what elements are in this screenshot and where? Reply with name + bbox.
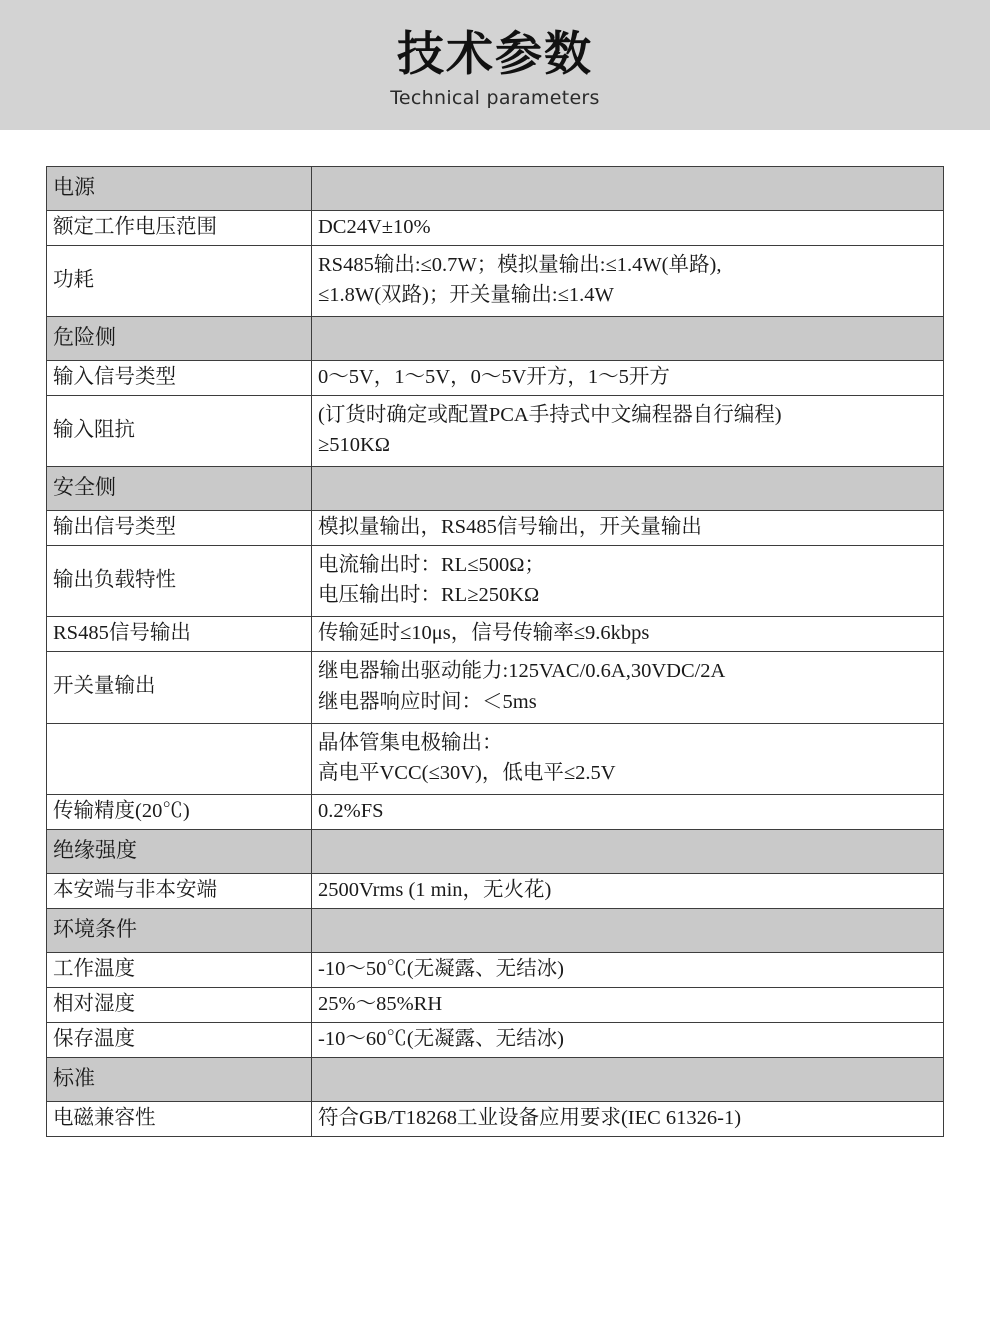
spec-row-value	[312, 652, 944, 723]
spec-value-line: 继电器响应时间：＜5ms	[318, 690, 537, 713]
spec-row-value	[312, 246, 944, 317]
spec-value-line: ≤1.8W(双路)；开关量输出:≤1.4W	[318, 284, 614, 307]
spec-row-value	[312, 908, 944, 952]
spec-value-line: 模拟量输出，RS485信号输出，开关量输出	[318, 516, 702, 539]
spec-row-label	[47, 723, 312, 794]
spec-row-value	[312, 167, 944, 211]
spec-data-row	[47, 1022, 944, 1057]
spec-row-value	[312, 873, 944, 908]
spec-row-label: 额定工作电压范围	[47, 211, 312, 246]
spec-table-wrapper	[0, 130, 990, 1137]
spec-row-value	[312, 467, 944, 511]
spec-value-line: 25%～85%RH	[318, 992, 443, 1015]
spec-data-row	[47, 652, 944, 723]
spec-row-label: RS485信号输出	[47, 617, 312, 652]
spec-row-value	[312, 546, 944, 617]
spec-row-label: 本安端与非本安端	[47, 873, 312, 908]
spec-row-value	[312, 723, 944, 794]
spec-row-label: 电磁兼容性	[47, 1101, 312, 1136]
spec-data-row	[47, 723, 944, 794]
spec-row-value	[312, 794, 944, 829]
spec-row-value	[312, 361, 944, 396]
spec-row-value	[312, 317, 944, 361]
spec-value-line: 符合GB/T18268工业设备应用要求(IEC 61326-1)	[318, 1106, 742, 1129]
technical-parameters-table	[46, 166, 944, 1137]
spec-value-line: 电压输出时：RL≥250KΩ	[318, 584, 540, 607]
spec-table-body	[47, 167, 944, 1137]
spec-data-row	[47, 211, 944, 246]
spec-row-value	[312, 511, 944, 546]
spec-section-label: 环境条件	[47, 908, 312, 952]
spec-value-line: 2500Vrms (1 min，无火花)	[318, 878, 552, 901]
spec-data-row	[47, 873, 944, 908]
spec-section-row	[47, 317, 944, 361]
spec-value-line: -10～50℃(无凝露、无结冰)	[318, 957, 564, 980]
spec-row-value	[312, 211, 944, 246]
spec-value-line: 晶体管集电极输出：	[318, 731, 503, 754]
spec-data-row	[47, 361, 944, 396]
spec-data-row	[47, 794, 944, 829]
spec-row-value	[312, 1057, 944, 1101]
spec-section-row	[47, 167, 944, 211]
spec-section-row	[47, 1057, 944, 1101]
spec-row-label: 保存温度	[47, 1022, 312, 1057]
spec-row-label: 输出负载特性	[47, 546, 312, 617]
spec-value-line: -10～60℃(无凝露、无结冰)	[318, 1027, 564, 1050]
spec-row-value	[312, 987, 944, 1022]
spec-data-row	[47, 1101, 944, 1136]
spec-data-row	[47, 246, 944, 317]
spec-value-line: 0～5V，1～5V，0～5V开方，1～5开方	[318, 366, 670, 389]
page-subtitle: Technical parameters	[390, 86, 600, 109]
spec-data-row	[47, 511, 944, 546]
spec-value-line: 传输延时≤10μs，信号传输率≤9.6kbps	[318, 622, 650, 645]
spec-row-value	[312, 1101, 944, 1136]
spec-row-value	[312, 1022, 944, 1057]
spec-row-label: 开关量输出	[47, 652, 312, 723]
spec-row-label: 相对湿度	[47, 987, 312, 1022]
spec-row-value	[312, 829, 944, 873]
spec-data-row	[47, 396, 944, 467]
spec-section-row	[47, 908, 944, 952]
spec-data-row	[47, 952, 944, 987]
spec-row-label: 功耗	[47, 246, 312, 317]
spec-section-label: 标准	[47, 1057, 312, 1101]
spec-section-label: 绝缘强度	[47, 829, 312, 873]
spec-row-label: 传输精度(20℃)	[47, 794, 312, 829]
spec-row-value	[312, 617, 944, 652]
spec-data-row	[47, 987, 944, 1022]
spec-value-line: (订货时确定或配置PCA手持式中文编程器自行编程)	[318, 404, 782, 427]
spec-value-line: 0.2%FS	[318, 799, 384, 822]
spec-row-value	[312, 396, 944, 467]
spec-row-value	[312, 952, 944, 987]
spec-data-row	[47, 546, 944, 617]
spec-value-line: RS485输出:≤0.7W；模拟量输出:≤1.4W(单路),	[318, 254, 722, 277]
spec-value-line: 电流输出时：RL≤500Ω；	[318, 554, 545, 577]
spec-section-label: 危险侧	[47, 317, 312, 361]
spec-section-row	[47, 829, 944, 873]
spec-row-label: 工作温度	[47, 952, 312, 987]
page-title: 技术参数	[397, 27, 593, 83]
spec-row-label: 输出信号类型	[47, 511, 312, 546]
spec-row-label: 输入阻抗	[47, 396, 312, 467]
spec-section-label: 安全侧	[47, 467, 312, 511]
spec-value-line: 高电平VCC(≤30V)，低电平≤2.5V	[318, 761, 616, 784]
spec-section-label: 电源	[47, 167, 312, 211]
spec-section-row	[47, 467, 944, 511]
spec-value-line: ≥510KΩ	[318, 434, 391, 457]
page-banner	[0, 0, 990, 130]
spec-value-line: 继电器输出驱动能力:125VAC/0.6A,30VDC/2A	[318, 660, 726, 683]
spec-row-label: 输入信号类型	[47, 361, 312, 396]
spec-value-line: DC24V±10%	[318, 216, 431, 238]
spec-data-row	[47, 617, 944, 652]
